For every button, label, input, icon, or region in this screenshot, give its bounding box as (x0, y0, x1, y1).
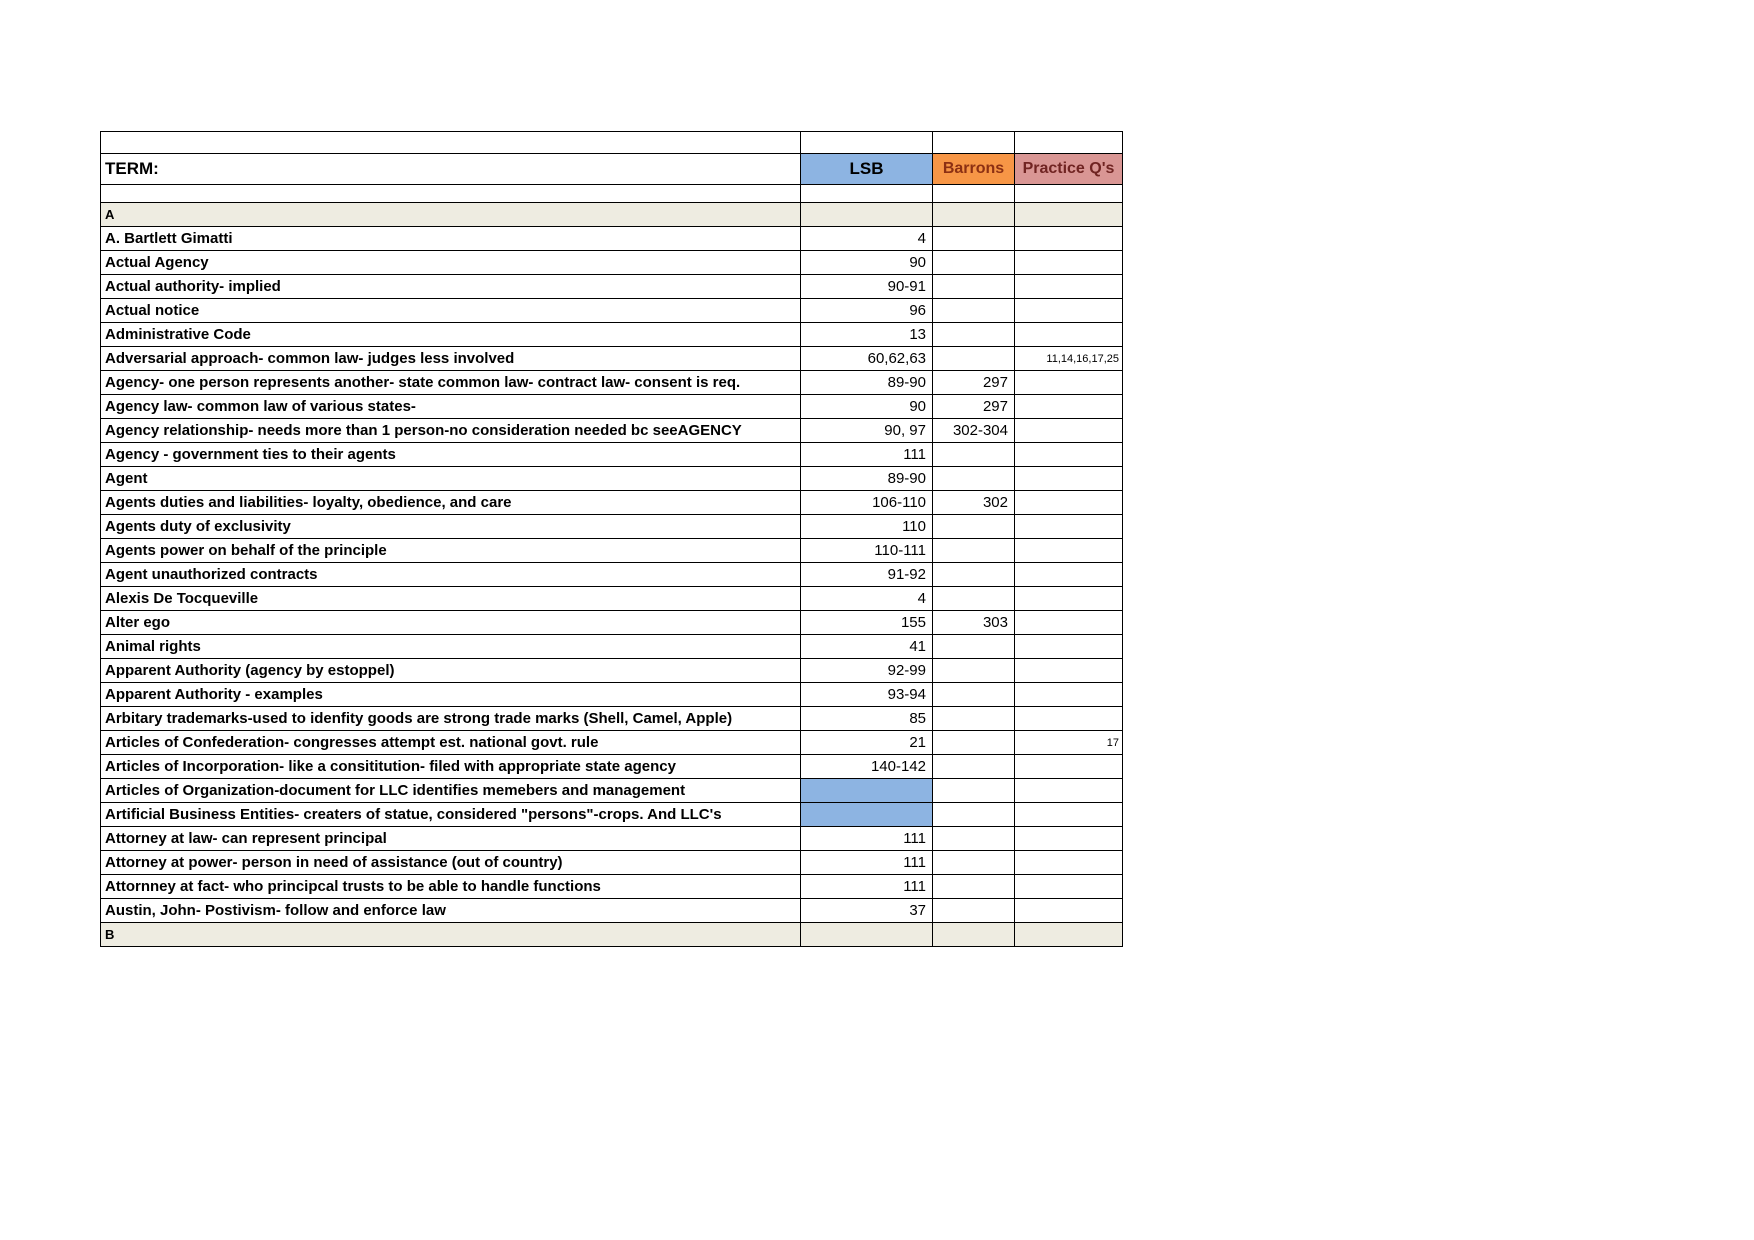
data-row (101, 227, 1123, 251)
lsb-cell: 90-91 (801, 275, 933, 299)
term-cell: Agent (101, 467, 801, 491)
data-row (101, 587, 1123, 611)
data-row (101, 395, 1123, 419)
practice-cell (1015, 419, 1123, 443)
lsb-cell (801, 803, 933, 827)
empty-cell (801, 185, 933, 203)
lsb-cell: 155 (801, 611, 933, 635)
barrons-cell (933, 707, 1015, 731)
term-cell: Actual Agency (101, 251, 801, 275)
barrons-cell (933, 443, 1015, 467)
barrons-cell (933, 347, 1015, 371)
barrons-cell (933, 635, 1015, 659)
barrons-cell (933, 299, 1015, 323)
term-cell: Articles of Confederation- congresses attempt est. national govt. rule (101, 731, 801, 755)
barrons-cell (933, 227, 1015, 251)
term-cell: Apparent Authority - examples (101, 683, 801, 707)
practice-cell (1015, 875, 1123, 899)
barrons-cell: 302-304 (933, 419, 1015, 443)
empty-cell (101, 132, 801, 154)
lsb-cell: 21 (801, 731, 933, 755)
term-cell: Agency relationship- needs more than 1 person-no consideration needed bc seeAGENCY (101, 419, 801, 443)
barrons-cell (933, 899, 1015, 923)
data-row (101, 299, 1123, 323)
lsb-cell: 13 (801, 323, 933, 347)
data-row (101, 419, 1123, 443)
term-cell: Artificial Business Entities- creaters of statue, considered "persons"-crops. And LLC's (101, 803, 801, 827)
practice-cell (1015, 299, 1123, 323)
term-cell: Alexis De Tocqueville (101, 587, 801, 611)
barrons-cell (933, 515, 1015, 539)
lsb-cell: 4 (801, 227, 933, 251)
practice-cell (1015, 563, 1123, 587)
barrons-cell (933, 563, 1015, 587)
data-row (101, 899, 1123, 923)
spreadsheet-page (100, 131, 1123, 947)
section-cell (801, 923, 933, 947)
data-row (101, 371, 1123, 395)
data-row (101, 683, 1123, 707)
data-row (101, 443, 1123, 467)
data-row (101, 635, 1123, 659)
barrons-cell: 303 (933, 611, 1015, 635)
barrons-cell: 302 (933, 491, 1015, 515)
term-cell: Administrative Code (101, 323, 801, 347)
practice-cell (1015, 779, 1123, 803)
practice-cell (1015, 899, 1123, 923)
lsb-cell: 89-90 (801, 467, 933, 491)
header-row (101, 154, 1123, 185)
term-cell: Agents duties and liabilities- loyalty, obedience, and care (101, 491, 801, 515)
lsb-cell: 37 (801, 899, 933, 923)
data-row (101, 827, 1123, 851)
section-cell (1015, 923, 1123, 947)
empty-cell (101, 185, 801, 203)
lsb-cell: 93-94 (801, 683, 933, 707)
empty-cell (933, 185, 1015, 203)
lsb-cell (801, 779, 933, 803)
lsb-cell: 111 (801, 443, 933, 467)
lsb-cell: 60,62,63 (801, 347, 933, 371)
empty-cell (1015, 185, 1123, 203)
term-cell: Apparent Authority (agency by estoppel) (101, 659, 801, 683)
data-row (101, 851, 1123, 875)
term-cell: Animal rights (101, 635, 801, 659)
lsb-cell: 111 (801, 851, 933, 875)
practice-cell (1015, 227, 1123, 251)
lsb-cell: 90, 97 (801, 419, 933, 443)
practice-cell (1015, 827, 1123, 851)
practice-cell (1015, 395, 1123, 419)
term-cell: Attornney at fact- who principcal trusts to be able to handle functions (101, 875, 801, 899)
term-cell: Actual notice (101, 299, 801, 323)
term-cell: Agency law- common law of various states- (101, 395, 801, 419)
index-table (100, 131, 1123, 947)
barrons-cell (933, 275, 1015, 299)
term-cell: Agency- one person represents another- state common law- contract law- consent is req. (101, 371, 801, 395)
lsb-cell: 89-90 (801, 371, 933, 395)
section-cell (801, 203, 933, 227)
lsb-cell: 110-111 (801, 539, 933, 563)
section-label-cell: A (101, 203, 801, 227)
barrons-cell (933, 731, 1015, 755)
section-cell (1015, 203, 1123, 227)
barrons-cell (933, 251, 1015, 275)
section-row (101, 203, 1123, 227)
data-row (101, 467, 1123, 491)
data-row (101, 755, 1123, 779)
data-row (101, 611, 1123, 635)
barrons-cell (933, 539, 1015, 563)
section-row (101, 923, 1123, 947)
lsb-cell: 111 (801, 875, 933, 899)
term-cell: Agents power on behalf of the principle (101, 539, 801, 563)
lsb-cell: 96 (801, 299, 933, 323)
lsb-cell: 90 (801, 395, 933, 419)
practice-cell (1015, 683, 1123, 707)
practice-cell (1015, 467, 1123, 491)
data-row (101, 251, 1123, 275)
data-row (101, 659, 1123, 683)
term-cell: Attorney at power- person in need of assistance (out of country) (101, 851, 801, 875)
practice-cell (1015, 251, 1123, 275)
barrons-cell (933, 755, 1015, 779)
lsb-cell: 140-142 (801, 755, 933, 779)
practice-cell (1015, 707, 1123, 731)
column-header-barrons: Barrons (933, 154, 1015, 185)
data-row (101, 707, 1123, 731)
practice-cell: 17 (1015, 731, 1123, 755)
barrons-cell (933, 683, 1015, 707)
practice-cell (1015, 755, 1123, 779)
data-row (101, 347, 1123, 371)
practice-cell (1015, 515, 1123, 539)
barrons-cell (933, 875, 1015, 899)
section-cell (933, 923, 1015, 947)
data-row (101, 563, 1123, 587)
practice-cell (1015, 635, 1123, 659)
practice-cell (1015, 443, 1123, 467)
data-row (101, 875, 1123, 899)
data-row (101, 731, 1123, 755)
barrons-cell (933, 659, 1015, 683)
lsb-cell: 111 (801, 827, 933, 851)
lsb-cell: 106-110 (801, 491, 933, 515)
practice-cell (1015, 371, 1123, 395)
barrons-cell (933, 827, 1015, 851)
term-cell: A. Bartlett Gimatti (101, 227, 801, 251)
column-header-practice-qs: Practice Q's (1015, 154, 1123, 185)
barrons-cell (933, 803, 1015, 827)
term-cell: Adversarial approach- common law- judges less involved (101, 347, 801, 371)
empty-cell (801, 132, 933, 154)
spacer-row (101, 185, 1123, 203)
lsb-cell: 90 (801, 251, 933, 275)
lsb-cell: 92-99 (801, 659, 933, 683)
data-row (101, 491, 1123, 515)
empty-cell (933, 132, 1015, 154)
lsb-cell: 85 (801, 707, 933, 731)
practice-cell (1015, 275, 1123, 299)
practice-cell (1015, 587, 1123, 611)
barrons-cell (933, 851, 1015, 875)
practice-cell (1015, 539, 1123, 563)
term-cell: Articles of Incorporation- like a consititution- filed with appropriate state agency (101, 755, 801, 779)
data-row (101, 275, 1123, 299)
barrons-cell: 297 (933, 371, 1015, 395)
data-row (101, 803, 1123, 827)
barrons-cell (933, 467, 1015, 491)
section-cell (933, 203, 1015, 227)
term-cell: Agency - government ties to their agents (101, 443, 801, 467)
data-row (101, 779, 1123, 803)
term-cell: Arbitary trademarks-used to idenfity goods are strong trade marks (Shell, Camel, Apple) (101, 707, 801, 731)
practice-cell (1015, 659, 1123, 683)
section-label-cell: B (101, 923, 801, 947)
practice-cell (1015, 803, 1123, 827)
barrons-cell (933, 323, 1015, 347)
barrons-cell: 297 (933, 395, 1015, 419)
data-row (101, 515, 1123, 539)
data-row (101, 323, 1123, 347)
lsb-cell: 4 (801, 587, 933, 611)
practice-cell (1015, 323, 1123, 347)
lsb-cell: 110 (801, 515, 933, 539)
practice-cell (1015, 491, 1123, 515)
column-header-term: TERM: (101, 154, 801, 185)
term-cell: Articles of Organization-document for LLC identifies memebers and management (101, 779, 801, 803)
term-cell: Agent unauthorized contracts (101, 563, 801, 587)
empty-cell (1015, 132, 1123, 154)
term-cell: Actual authority- implied (101, 275, 801, 299)
barrons-cell (933, 779, 1015, 803)
data-row (101, 539, 1123, 563)
spacer-row (101, 132, 1123, 154)
practice-cell (1015, 611, 1123, 635)
term-cell: Austin, John- Postivism- follow and enforce law (101, 899, 801, 923)
term-cell: Agents duty of exclusivity (101, 515, 801, 539)
lsb-cell: 91-92 (801, 563, 933, 587)
term-cell: Attorney at law- can represent principal (101, 827, 801, 851)
practice-cell (1015, 851, 1123, 875)
column-header-lsb: LSB (801, 154, 933, 185)
term-cell: Alter ego (101, 611, 801, 635)
lsb-cell: 41 (801, 635, 933, 659)
barrons-cell (933, 587, 1015, 611)
practice-cell: 11,14,16,17,25 (1015, 347, 1123, 371)
